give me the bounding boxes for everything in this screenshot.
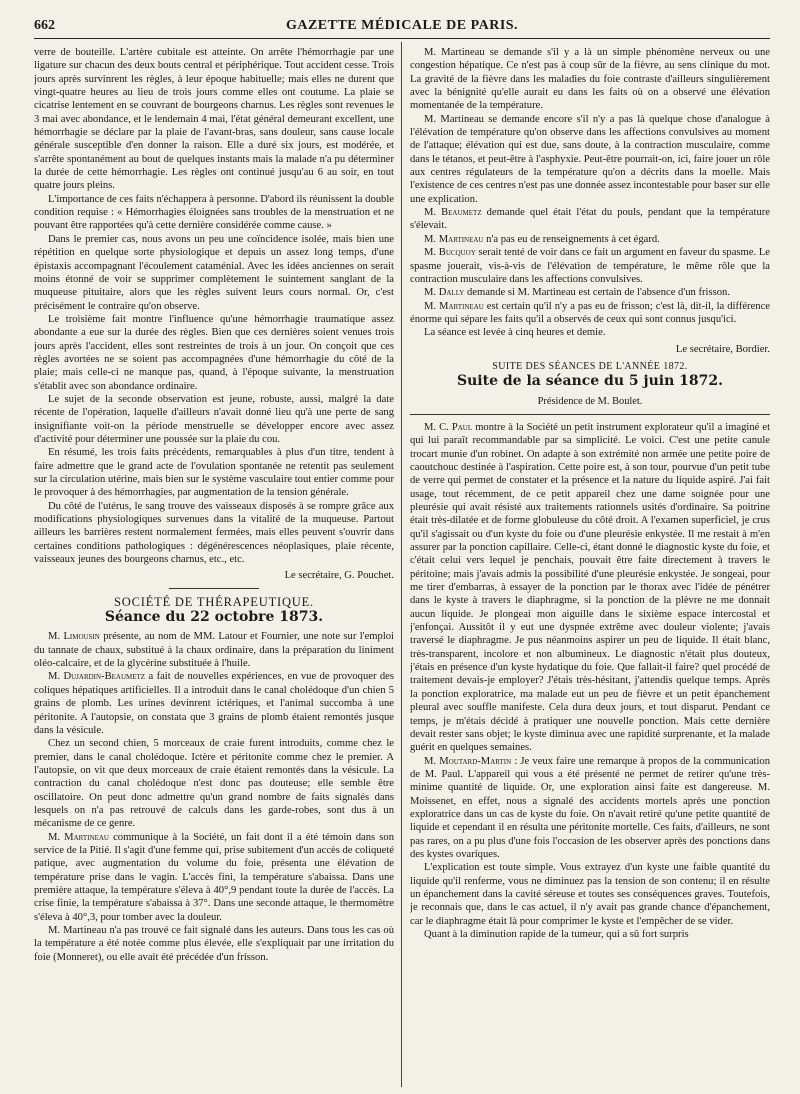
section-divider [169, 588, 259, 589]
speaker-name: M. Martineau [424, 233, 484, 245]
paragraph-text: est certain qu'il n'y a pas eu de frisson; c'est là, dit-il, la différence énorme qui sépare les faits qu'il a observés de ceux qui sont connus jusqu'ici. [410, 300, 770, 325]
speaker-name: M. Limousin [48, 631, 100, 643]
paragraph-text: n'a pas eu de renseignements à cet égard. [483, 233, 660, 245]
speaker-name: M. Dujardin-Beaumetz [48, 671, 146, 683]
paragraph-text: communique à la Société, un fait dont il a été témoin dans son service de la Pitié. Il s'agit d'une femme qui, prise subitement d'un accès de coliqueté patique, avec augmentation du volume du foie, présenta une élévation de température prise dans le vagin. L'accès fini, la température s'abaissa. Dans une première attaque, la température s'éleva à 40°,9 pendant toute la durée de l'accès. La crise finie, la température s'abaissa à 37°. Dans une seconde attaque, le thermomètre s'éleva à 40°,3, pour tomber avec la douleur. [34, 831, 394, 923]
paragraph [34, 670, 394, 737]
paragraph: En résumé, les trois faits précédents, remarquables à plus d'un titre, tendent à faire admettre que le grand acte de l'ovulation spontanée ne retentit pas seulement sur la circulation utérine, mais bien sur le système vasculaire tout entier comme pour le provoquer à des hémorrhagies, par augmentation de la tension générale. [34, 447, 394, 499]
page-header [34, 16, 770, 39]
paragraph-text: : Je veux faire une remarque à propos de la communication de M. Paul. L'appareil qui vous a été présenté ne permet de retirer qu'une très-minime quantité de liquide. Or, une exploration ainsi faite est dangereuse. M. Moissenet, en effet, nous a signalé des accidents mortels après une ponction exploratrice dans un cas de kyste du foie. On n'avait retiré qu'une petite quantité de liquide et cependant il en résulta une péritonite mortelle. Ces faits, d'ailleurs, ne sont pas rares, on a pu plus d'une fois l'occasion de les observer après des ponctions dans des kystes ovariques. [410, 755, 770, 860]
paragraph [34, 831, 394, 924]
column-divider [401, 42, 402, 1087]
paragraph: Quant à la diminution rapide de la tumeur, qui a sû fort surpris [424, 929, 689, 940]
paragraph-text: a fait de nouvelles expériences, en vue de provoquer des coliques hépatiques artificielles. Il a introduit dans le canal cholédoque d'un chien 5 grains de plomb. Les urines devinrent ictériques, et l'animal succomba à une péritonite. A l'autopsie, on constata que 3 grains de plomb étaient remontés jusque dans la vésicule. [34, 671, 394, 736]
paragraph: Dans le premier cas, nous avons un peu une coïncidence isolée, mais bien une répétition en quelque sorte physiologique et depuis un assez long temps, d'une épistaxis accompagnant l'écoulement cataménial. Avec les idées anciennes on serait moins étonné de voir se supprimer complètement le suintement sanglant de la muqueuse pituitaire, alors que les règles suivent leurs cours normal. Or, c'est précisément le contraire qu'on observe. [34, 233, 394, 312]
paragraph [410, 755, 770, 862]
paragraph: verre de bouteille. L'artère cubitale est atteinte. On arrête l'hémorrhagie par une ligature sur chacun des deux bouts central et périphérique. Tout accident cesse. Trois jours après survinrent les règles, à leur époque habituelle; mais elles ne durent que vingt-quatre heures au lieu de trois jours comme elles ont coutume. La plaie se cicatrise lentement en se couvrant de bourgeons charnus. Les règles sont revenues le 3 mai avec abondance, et le lendemain 4 mai, l'état général demeurant excellent, une hémorrhagie se déclare par la plaie de l'avant-bras, sans douleur, sans cause locale générale susceptible d'en donner la raison. Elle a duré six jours, est modérée, et s'arrête spontanément au bout de quelques instants mais la malade n'a pu déterminer la durée de cette hémorrhagie. Les règles ont continué jusqu'au 6 au soir, en tout quatre jours pleins. [34, 47, 394, 192]
paragraph: Du côté de l'utérus, le sang trouve des vaisseaux disposés à se rompre grâce aux modifications physiologiques survenues dans la vitalité de la muqueuse. Partout ailleurs les barrières restent normalement fermées, mais elles peuvent s'ouvrir dans certaines conditions pathologiques : dégénérescences néoplasiques, plaie récente, vaisseaux jeunes des bourgeons charnus, etc., etc. [34, 500, 394, 566]
paragraph: L'importance de ces faits n'échappera à personne. D'abord ils réunissent la double condition requise : « Hémorrhagies éloignées sans troubles de la menstruation et ne pouvant être rapportées qu'à cette dernière considérée comme cause. » [34, 193, 394, 232]
paragraph [34, 630, 394, 670]
paragraph: Chez un second chien, 5 morceaux de craie furent introduits, comme chez le premier, dans le canal cholédoque. Ictère et péritonite comme chez le premier. A l'autopsie, on vit que deux morceaux de craie étaient remontés dans la vésicule. La contraction du canal cholédoque n'est donc pas douteuse; elle semble être oscillatoire. On peut donc admettre qu'un grand nombre de faits signalés dans lesquels on n'a pas retrouvé de calculs dans les garde-robes, sont dus à un mécanisme de ce genre. [34, 738, 394, 830]
left-column [34, 46, 394, 1086]
paragraph [410, 300, 770, 327]
journal-title: GAZETTE MÉDICALE DE PARIS. [285, 18, 519, 33]
paragraph: M. Martineau n'a pas trouvé ce fait signalé dans les auteurs. Dans tous les cas où la température a été notée comme plus élevée, elle s'expliquait par une irritation du foie (Monneret), ou elle avait été précédée d'un frisson. [34, 925, 394, 963]
right-column [410, 46, 770, 1086]
page-number: 662 [34, 18, 55, 33]
suite-heading: SUITE DES SÉANCES DE L'ANNÉE 1872. [492, 360, 688, 372]
paragraph-text: présente, au nom de MM. Latour et Fournier, une note sur l'emploi du tannate de chaux, substitué à la chaux ordinaire, dans la préparation du liniment oléo-calcaire, et de la glycérine substituée à l'huile. [34, 631, 394, 670]
speaker-name: M. Dally [424, 287, 465, 299]
paragraph-text: serait tenté de voir dans ce fait un argument en faveur du spasme. Le spasme jouerait, vis-à-vis de l'élévation de température, le même rôle que la contraction musculaire dans les affections convulsives. [410, 247, 770, 285]
paragraph [410, 206, 770, 233]
paragraph: La séance est levée à cinq heures et demie. [424, 327, 606, 339]
secretary-signature: Le secrétaire, Bordier. [675, 343, 770, 355]
speaker-name: M. C. Paul [424, 421, 473, 433]
paragraph [410, 421, 770, 755]
presidency-line: Présidence de M. Boulet. [537, 395, 643, 407]
speaker-name: M. Martineau [48, 831, 109, 843]
section-divider [410, 414, 770, 415]
society-heading: SOCIÉTÉ DE THÉRAPEUTIQUE. [114, 594, 314, 609]
paragraph [410, 233, 770, 246]
paragraph: Le sujet de la seconde observation est jeune, robuste, aussi, malgré la date récente de l'opération, laquelle d'ailleurs n'avait donné lieu qu'à une perte de sang insignifiante voit-on la période menstruelle se développer encore avec assez d'activité pour déterminer une poussée sur la plaie du cou. [34, 393, 394, 445]
session-heading: Séance du 22 octobre 1873. [104, 609, 324, 626]
session-heading: Suite de la séance du 5 juin 1872. [457, 373, 723, 390]
paragraph: M. Martineau se demande encore s'il n'y a pas là quelque chose d'analogue à l'élévation de température qu'on observe dans les affections convulsives au moment de l'attaque; élévation qui est due, sans doute, à la contraction musculaire, comme dans le tétanos, et peut-être à l'asphyxie. Peut-être pourrait-on, ici, faire jouer un rôle aux centres régulateurs de la température qu'on a décrits dans la moelle. Mais l'existence de ces centres n'est pas une donnée assez incontestable pour baser sur elle une explication. [410, 113, 770, 205]
paragraph: Le troisième fait montre l'influence qu'une hémorrhagie traumatique assez abondante a eue sur la durée des règles. Bien que ces dernières soient venues trois jours après l'accident, elles sont restreintes de trois à un jour. On conçoit que ces règles avortées ne se soient pas accompagnées d'une hémorrhagie du côté de la plaie; mais celle-ci ne manque pas, quand, à l'époque suivante, la menstruation s'établit avec son abondance ordinaire. [34, 313, 394, 392]
speaker-name: M. Moutard-Martin [424, 755, 512, 767]
paragraph: L'explication est toute simple. Vous extrayez d'un kyste une faible quantité du liquide qu'il renferme, vous ne diminuez pas la tension de son contenu; il en résulte un épanchement dans la cavité séreuse et toutes ses conséquences graves. Toutefois, je reconnais que, dans le cas actuel, il n'y avait pas grande chance d'épanchement, car le diaphragme était là pour comprimer le kyste et l'empêcher de se vider. [410, 862, 770, 927]
paragraph [410, 286, 770, 299]
paragraph-text: demande si M. Martineau est certain de l'absence d'un frisson. [464, 287, 730, 299]
speaker-name: M. Martineau [424, 300, 484, 312]
paragraph-text: montre à la Société un petit instrument explorateur qu'il a imaginé et qui lui paraît recommandable par sa simplicité. Le voici. C'est une petite canule trocart munie d'un robinet. On adapte à son extrémité non armée une petite poire de caoutchouc destinée à l'aspiration. Cette poire est, à son tour, pourvue d'un petit tube de verre qui permet de constater et la présence et la nature du liquide aspiré. J'ai fait usage, tout récemment, de ce petit appareil chez une dame soignée pour une pleurésie qui avait résisté aux traitements rationnels usités d'ordinaire. Sa poitrine était très-dilatée et de forme globuleuse du côté droit. A l'examen superficiel, je crus qu'il s'agissait ou d'un kyste du foie ou d'une pleurésie enkystée. Il me restait à m'en assurer par la ponction capillaire. Celle-ci, étant donné le diagnostic kyste du foie, et c'était celui vers lequel je penchais, pouvait être faite directement à travers le péritoine; mais j'avais admis la possibilité d'une pleurésie enkystée. Je songeai, pour me tirer d'embarras, à essayer de la ponction par le thorax avec l'idée de pénétrer dans le kyste à travers le diaphragme, si la ponction de la plèvre ne me donnait aucun liquide. Je plongeai mon aiguille dans le sixième espace intercostal et j'enfonçai. Aussitôt il y eut une dyspnée extrême avec douleur violente; j'avais traversé le diaphragme. Je pus néanmoins aspirer un peu de liquide. Il était blanc, très-transparent, incolore et non albumineux. Le diagnostic n'était plus douteux, j'étais en présence d'un kyste hydatique du foie. Que fallait-il faire? quel procédé de traitement devais-je employer? J'étais très-hésitant, j'attendis quelque temps. Après la ponction exploratrice, ma malade eut un peu de fièvre et un petit épanchement pleural avec souffle manifeste. Cela dura deux jours, et tout disparut. Pendant ce temps, je m'étais décidé à pratiquer une nouvelle ponction. Mais cette dernière devait rester sans objet; le kyste diminua avec une rapidité surprenante, et la malade guérit en quelques semaines. [410, 421, 770, 754]
paragraph-text: demande quel était l'état du pouls, pendant que la température s'élevait. [410, 207, 770, 232]
paragraph [410, 246, 770, 286]
speaker-name: M. Beaumetz [424, 207, 482, 219]
paragraph: M. Martineau se demande s'il y a là un simple phénomène nerveux ou une congestion hépatique. Ce n'est pas à coup sûr de la fièvre, au sens clinique du mot. La gravité de la fièvre dans les maladies du foie contraste d'ailleurs singulièrement avec la bénignité qu'elle aurait eu dans les faits où on a observé une élévation momentanée de la température. [410, 47, 770, 112]
secretary-signature: Le secrétaire, G. Pouchet. [284, 570, 394, 582]
speaker-name: M. Bucquoy [424, 247, 476, 259]
